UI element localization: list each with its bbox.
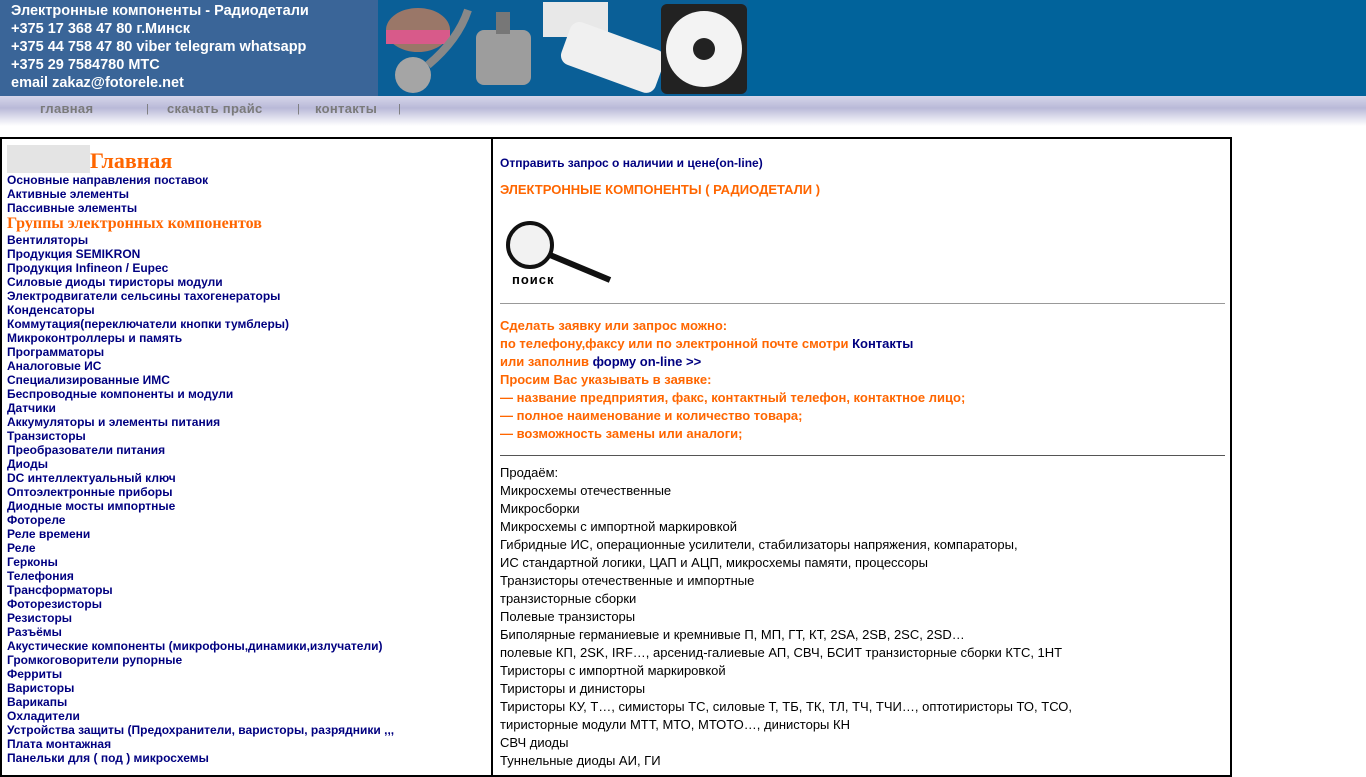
placeholder-image: [7, 145, 90, 173]
sidebar-group-link[interactable]: Разъёмы: [7, 625, 62, 639]
sidebar-group-link[interactable]: Панельки для ( под ) микросхемы: [7, 751, 209, 765]
nav-bar: [0, 96, 1366, 126]
divider: [500, 455, 1225, 456]
order-bullet: — возможность замены или аналоги;: [500, 426, 743, 441]
sidebar-group-link[interactable]: Ферриты: [7, 667, 63, 681]
sidebar-group-link[interactable]: Микроконтроллеры и память: [7, 331, 183, 345]
sidebar-group-link[interactable]: Беспроводные компоненты и модули: [7, 387, 234, 401]
site-header: [0, 0, 1366, 96]
content-table: [0, 137, 1232, 777]
product-line: транзисторные сборки: [500, 591, 637, 606]
sidebar-group-link[interactable]: Продукция SEMIKRON: [7, 247, 141, 261]
sidebar-group-link[interactable]: Аналоговые ИС: [7, 359, 102, 373]
page-title: Главная: [90, 148, 173, 173]
product-line: Тиристоры КУ, Т…, симисторы ТС, силовые Т, ТБ, ТК, ТЛ, ТЧ, ТЧИ…, оптотиристоры ТО, ТСО,: [500, 699, 1073, 714]
sidebar-group-link[interactable]: Плата монтажная: [7, 737, 112, 751]
nav-separator: |: [398, 103, 401, 115]
banner-line: +375 44 758 47 80 viber telegram whatsapp: [11, 39, 307, 55]
nav-home[interactable]: главная: [40, 101, 94, 116]
sidebar-group-link[interactable]: Датчики: [7, 401, 56, 415]
sidebar-group-link[interactable]: Громкоговорители рупорные: [7, 653, 183, 667]
sidebar-group-link[interactable]: Аккумуляторы и элементы питания: [7, 415, 221, 429]
sidebar-group-link[interactable]: Герконы: [7, 555, 58, 569]
sidebar-group-link[interactable]: Программаторы: [7, 345, 105, 359]
nav-download-price[interactable]: скачать прайс: [167, 101, 263, 116]
product-line: тиристорные модули МТТ, МТО, МТОТО…, динисторы КН: [500, 717, 850, 732]
product-line: Биполярные германиевые и кремнивые П, МП, ГТ, КТ, 2SA, 2SB, 2SC, 2SD…: [500, 627, 965, 642]
sidebar-group-link[interactable]: Варикапы: [7, 695, 68, 709]
product-line: Тиристоры и динисторы: [500, 681, 646, 696]
order-line: по телефону,факсу или по электронной почте смотри: [500, 336, 853, 351]
main-content: [495, 139, 1230, 775]
order-bullet: — название предприятия, факс, контактный телефон, контактное лицо;: [500, 390, 966, 405]
sidebar-group-link[interactable]: Телефония: [7, 569, 74, 583]
sidebar-group-link[interactable]: Охладители: [7, 709, 80, 723]
product-line: Полевые транзисторы: [500, 609, 636, 624]
sidebar-group-link[interactable]: Конденсаторы: [7, 303, 95, 317]
banner-line: +375 17 368 47 80 г.Минск: [11, 21, 191, 37]
banner-line: +375 29 7584780 МТС: [11, 57, 160, 73]
sidebar-group-link[interactable]: Продукция Infineon / Eupec: [7, 261, 169, 275]
nav-separator: |: [297, 103, 300, 115]
sidebar-group-link[interactable]: Специализированные ИМС: [7, 373, 170, 387]
product-line: полевые КП, 2SK, IRF…, арсенид-галиевые АП, СВЧ, БСИТ транзисторные сборки КТС, 1НТ: [500, 645, 1063, 660]
sidebar-group-link[interactable]: Акустические компоненты (микрофоны,динамики,излучатели): [7, 639, 383, 653]
order-bullet: — полное наименование и количество товара;: [500, 408, 803, 423]
product-line: ИС стандартной логики, ЦАП и АЦП, микросхемы памяти, процессоры: [500, 555, 929, 570]
product-line: Гибридные ИС, операционные усилители, стабилизаторы напряжения, компараторы,: [500, 537, 1018, 552]
nav-contacts[interactable]: контакты: [315, 101, 378, 116]
sidebar-group-link[interactable]: Реле времени: [7, 527, 91, 541]
product-line: СВЧ диоды: [500, 735, 569, 750]
product-line: Микросхемы с импортной маркировкой: [500, 519, 738, 534]
sidebar-group-link[interactable]: DC интеллектуальный ключ: [7, 471, 176, 485]
sidebar-group-link[interactable]: Оптоэлектронные приборы: [7, 485, 173, 499]
sidebar-group-link[interactable]: Трансформаторы: [7, 583, 113, 597]
nav-separator: |: [146, 103, 149, 115]
order-line: Сделать заявку или запрос можно:: [500, 318, 728, 333]
sidebar-group-link[interactable]: Устройства защиты (Предохранители, варисторы, разрядники ,,,: [7, 723, 395, 737]
product-line: Туннельные диоды АИ, ГИ: [500, 753, 661, 768]
sidebar-group-link[interactable]: Реле: [7, 541, 36, 555]
components-banner-image: [378, 0, 748, 96]
sidebar-group-link[interactable]: Диоды: [7, 457, 48, 471]
divider: [500, 303, 1225, 304]
sidebar-group-link[interactable]: Преобразователи питания: [7, 443, 166, 457]
search-button[interactable]: [500, 215, 615, 295]
product-line: Продаём:: [500, 465, 559, 480]
sidebar-group-link[interactable]: Фотореле: [7, 513, 66, 527]
online-form-link[interactable]: форму on-line >>: [592, 354, 702, 369]
sidebar-link[interactable]: Пассивные элементы: [7, 201, 138, 215]
request-online-link[interactable]: Отправить запрос о наличии и цене(on-line): [500, 156, 763, 170]
sidebar: [2, 139, 493, 775]
sidebar-group-link[interactable]: Фоторезисторы: [7, 597, 102, 611]
sidebar-group-link[interactable]: Электродвигатели сельсины тахогенераторы: [7, 289, 281, 303]
sidebar-group-link[interactable]: Транзисторы: [7, 429, 86, 443]
sidebar-group-link[interactable]: Вентиляторы: [7, 233, 89, 247]
contacts-link[interactable]: Контакты: [852, 336, 914, 351]
section-heading: ЭЛЕКТРОННЫЕ КОМПОНЕНТЫ ( РАДИОДЕТАЛИ ): [500, 182, 821, 197]
sidebar-group-link[interactable]: Резисторы: [7, 611, 73, 625]
contact-banner: [0, 0, 378, 96]
sidebar-group-link[interactable]: Варисторы: [7, 681, 75, 695]
product-line: Транзисторы отечественные и импортные: [500, 573, 755, 588]
search-label: поиск: [512, 272, 555, 287]
banner-line: Электронные компоненты - Радиодетали: [11, 3, 309, 19]
sidebar-link[interactable]: Активные элементы: [7, 187, 130, 201]
sidebar-link[interactable]: Основные направления поставок: [7, 173, 209, 187]
order-line: Просим Вас указывать в заявке:: [500, 372, 712, 387]
group-heading: Группы электронных компонентов: [7, 215, 262, 232]
product-line: Микросборки: [500, 501, 580, 516]
components-illustration: [378, 0, 748, 96]
sidebar-group-link[interactable]: Силовые диоды тиристоры модули: [7, 275, 223, 289]
order-line: или заполнив: [500, 354, 593, 369]
product-line: Микросхемы отечественные: [500, 483, 672, 498]
banner-line: email zakaz@fotorele.net: [11, 75, 184, 91]
sidebar-group-link[interactable]: Коммутация(переключатели кнопки тумблеры): [7, 317, 290, 331]
sidebar-group-link[interactable]: Диодные мосты импортные: [7, 499, 176, 513]
product-line: Тиристоры с импортной маркировкой: [500, 663, 726, 678]
